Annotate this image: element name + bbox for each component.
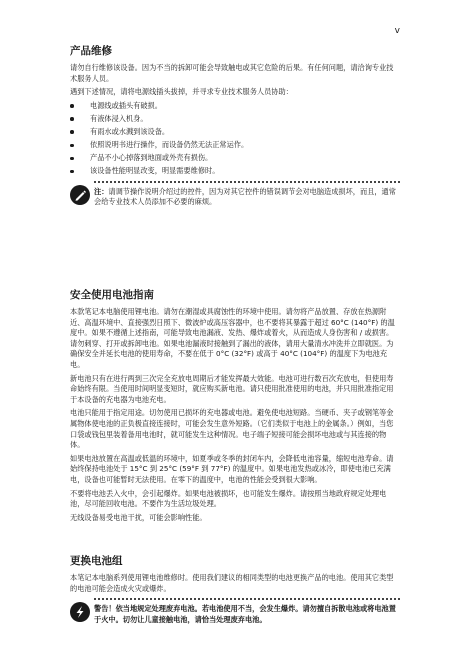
page-number: v (394, 26, 400, 36)
note-text (94, 187, 400, 208)
note-body: 请调节操作说明介绍过的控件，因为对其它控件的错误调节会对电脑造成损坏，而且，通常会给专业技术人员添加不必要的麻烦。 (94, 186, 396, 207)
list-item-text: 产品不小心掉落到地面或外壳有损伤。 (90, 153, 213, 163)
list-item (70, 153, 400, 164)
note-pen-icon (70, 185, 90, 205)
battery-replacement-section (70, 554, 400, 628)
list-item (70, 127, 400, 138)
warning-box (70, 598, 400, 628)
battery-safety-section (70, 288, 400, 554)
product-repair-section (70, 44, 400, 288)
paragraph: 电池只能用于指定用途。切勿使用已损坏的充电器或电池。避免使电池短路。当硬币、夹子或钢笔等金属物体使电池的正负极直接连接时，可能会发生意外短路。（它们类似于电池上的金属条。）例如，当您口袋或钱包里装着备用电池时，就可能发生这种情况。电子端子短接可能会损坏电池或与其连接的物体。 (70, 408, 394, 450)
lightning-warning-icon (70, 602, 90, 622)
warning-text: 警告！依当地规定处理废弃电池。若电池使用不当，会发生爆炸。请勿擅自拆散电池或将电池置于火中。切勿让儿童接触电池，请恰当处理废弃电池。 (94, 604, 396, 624)
list-item-text: 有液体浸入机身。 (90, 113, 148, 123)
list-item (70, 140, 400, 151)
bullet-icon (70, 130, 74, 134)
note-label: 注： (94, 186, 109, 196)
list-item-text: 依照说明书进行操作，而设备仍然无法正常运作。 (90, 140, 249, 150)
paragraph: 无线设备易受电池干扰，可能会影响性能。 (70, 512, 207, 522)
list-item (70, 166, 400, 177)
divider (94, 181, 400, 183)
section-title: 产品维修 (70, 45, 112, 57)
bullet-icon (70, 170, 74, 174)
divider (94, 598, 400, 600)
note-box (70, 181, 400, 211)
list-item-text: 电源线或插头有破损。 (90, 100, 162, 110)
list-item (70, 114, 400, 125)
paragraph: 遇到下述情况，请将电源线插头拔掉，并寻求专业技术服务人员协助： (70, 87, 293, 97)
bullet-icon (70, 117, 74, 121)
paragraph: 新电池只有在进行两到三次完全充放电周期后才能发挥最大效能。电池可进行数百次充放电，但使用寿命始终有限。当使用时间明显变短时，就应购买新电池。请只使用批准使用的电池，并只用批准指定用于本设备的充电器为电池充电。 (70, 373, 394, 404)
paragraph: 请勿自行维修该设备。因为不当的拆卸可能会导致触电或其它危险的后果。有任何问题，请洽询专业技术服务人员。 (70, 63, 394, 83)
list-item (70, 101, 400, 112)
page-content (70, 44, 400, 636)
list-item-text: 有雨水或水溅到该设备。 (90, 126, 170, 136)
bullet-icon (70, 144, 74, 148)
bullet-list (70, 101, 400, 177)
bullet-icon (70, 157, 74, 161)
paragraph: 不要将电池丢入火中，会引起爆炸。如果电池被损坏，也可能发生爆炸。请按照当地政府规定处理电池，尽可能回收电池。不要作为生活垃圾处理。 (70, 488, 387, 509)
paragraph: 本款笔记本电脑使用锂电池。请勿在潮湿或具腐蚀性的环境中使用。请勿将产品放置、存放在热源附近、高温环境中、直接强烈日照下、微波炉或高压容器中，也不要将其暴露于超过 60°C (140°F) 的温度中。如果不遵循上述指南，可能导致电池漏液、发热、爆炸或着火，从而造成人身伤害和 / 或损害。请勿刺穿、打开或拆卸电池。如果电池漏液时接触到了漏出的液体，请用大量清水冲洗并立即就医。为确保安全并延长电池的使用寿命，不要在低于 0°C (32°F) 或高于 40°C (104°F) 的温度下为电池充电。 (70, 307, 395, 369)
list-item-text: 该设备性能明显改变，明显需要维修时。 (90, 166, 220, 176)
section-title: 安全使用电池指南 (70, 289, 154, 301)
section-title: 更换电池组 (70, 555, 123, 567)
paragraph: 本笔记本电脑系列使用锂电池维修时。使用我们建议的相同类型的电池更换产品的电池。使用其它类型的电池可能会造成火灾或爆炸。 (70, 573, 394, 593)
bullet-icon (70, 104, 74, 108)
paragraph: 如果电池放置在高温或低温的环境中，如夏季或冬季的封闭车内，会降低电池容量，缩短电池寿命。请始终保持电池处于 15°C 到 25°C (59°F 到 77°F) 的温度中。如果电池发热或冰冷，即使电池已充满电，设备也可能暂时无法使用。在零下的温度中，电池的性能会受到很大影响。 (70, 453, 394, 484)
